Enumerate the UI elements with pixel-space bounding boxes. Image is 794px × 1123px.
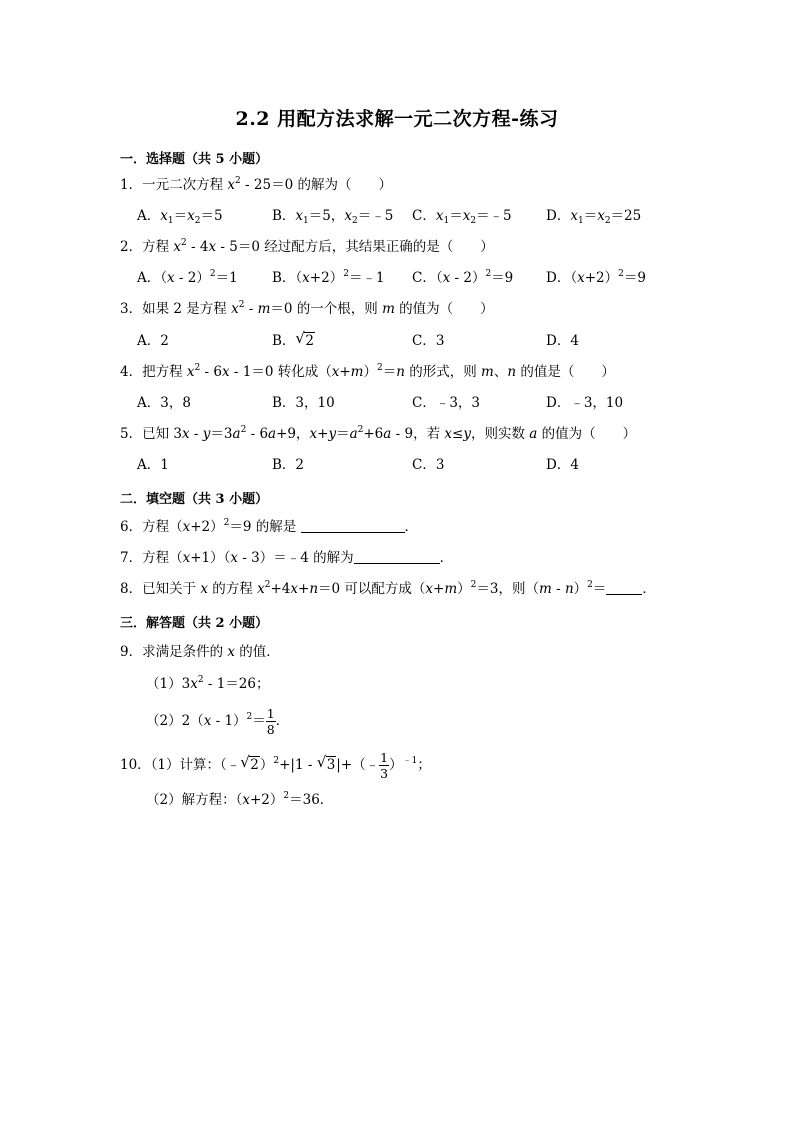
q2-option-c: C．（x - 2）$^2$＝9 — [412, 269, 514, 286]
q1-option-c: C．$x_1=x_2=﹣5$ — [412, 208, 512, 226]
q4-option-b: B．3，10 — [272, 395, 335, 411]
section-heading-choice: 一．选择题（共 5 小题） — [120, 152, 269, 167]
fraction-one-third: $\frac{1}{3}$ — [380, 750, 389, 781]
question-6: 6．方程$(x+2)^2=9$ 的解是 ． — [120, 518, 419, 535]
q1-option-b: B．$x_1=5$，$x_2=﹣5$ — [272, 208, 394, 226]
q2-option-d: D．$(x+2)^2=9$ — [546, 269, 646, 286]
question-1: 1．一元二次方程 $x^2 - 25=0$ 的解为（ ） — [120, 176, 392, 193]
question-9: 9．求满足条件的 x 的值． — [120, 644, 280, 660]
page-title: 2.2 用配方法求解一元二次方程-练习 — [235, 108, 559, 130]
question-2: 2．方程 $x^2 - 4x - 5=0$ 经过配方后，其结果正确的是（ ） — [120, 238, 494, 255]
q3-option-b: B． √ 2 — [272, 329, 315, 349]
question-10-part-1: 10．（1）计算：（﹣ √ 2）$^2$+|1 - √ 3|+（﹣ $\frac{1}{3}$ ）$^{﹣1}$； — [120, 750, 431, 781]
q2-option-b: B．$(x+2)^2=﹣1$ — [272, 269, 385, 286]
question-5: 5．已知 $3x - y=3a^2 - 6a+9$，$x+y=a^2+6a - 9$，若 x≤y，则实数 a 的值为（ ） — [120, 425, 637, 442]
q3-option-a: A．2 — [137, 333, 169, 349]
q1-option-d: D．$x_1=x_2=25$ — [546, 208, 642, 226]
q4-option-a: A．3，8 — [137, 395, 191, 411]
q3-option-c: C．3 — [412, 333, 445, 349]
sqrt-symbol: √ 2 — [240, 753, 259, 773]
q5-option-d: D．4 — [546, 457, 579, 473]
question-9-part-2: （2）2（x - 1）$^2$＝ $\frac{1}{8}$ ． — [146, 706, 290, 737]
answer-blank — [354, 549, 440, 564]
question-9-part-1: $(1)3x^2 - 1=26$； — [146, 675, 270, 692]
sqrt-symbol: √ 3 — [316, 753, 336, 773]
sqrt-symbol: √ 2 — [295, 329, 315, 349]
q5-option-c: C．3 — [412, 457, 445, 473]
question-10-part-2: （2）解方程：$(x+2)^2=36$． — [146, 791, 334, 808]
q5-option-a: A．1 — [137, 457, 169, 473]
answer-blank — [301, 518, 405, 533]
answer-blank — [606, 580, 642, 595]
question-8: 8．已知关于 x 的方程 $x^2+4x+n=0$ 可以配方成$(x+m)^2=3$，则（m - n）$^2$＝ ． — [120, 580, 656, 597]
question-3: 3．如果 2 是方程 $x^2 - m=0$ 的一个根，则 m 的值为（ ） — [120, 300, 494, 317]
q2-option-a: A．（x - 2）$^2$＝1 — [137, 269, 238, 286]
section-heading-solve: 三．解答题（共 2 小题） — [120, 616, 269, 631]
q5-option-b: B．2 — [272, 457, 305, 473]
fraction-one-eighth: $\frac{1}{8}$ — [266, 706, 275, 737]
q4-option-d: D．﹣3，10 — [546, 395, 624, 411]
q3-option-d: D．4 — [546, 333, 579, 349]
question-4: 4．把方程 $x^2 - 6x - 1=0$ 转化成$(x+m)^2=n$ 的形式，则 m、n 的值是（ ） — [120, 363, 615, 380]
q4-option-c: C．﹣3，3 — [412, 395, 481, 411]
question-7: 7．方程（x+1）（x - 3）＝﹣4 的解为 ． — [120, 550, 454, 566]
q1-option-a: A．$x_1=x_2=5$ — [137, 208, 223, 226]
section-heading-fill: 二．填空题（共 3 小题） — [120, 492, 269, 507]
